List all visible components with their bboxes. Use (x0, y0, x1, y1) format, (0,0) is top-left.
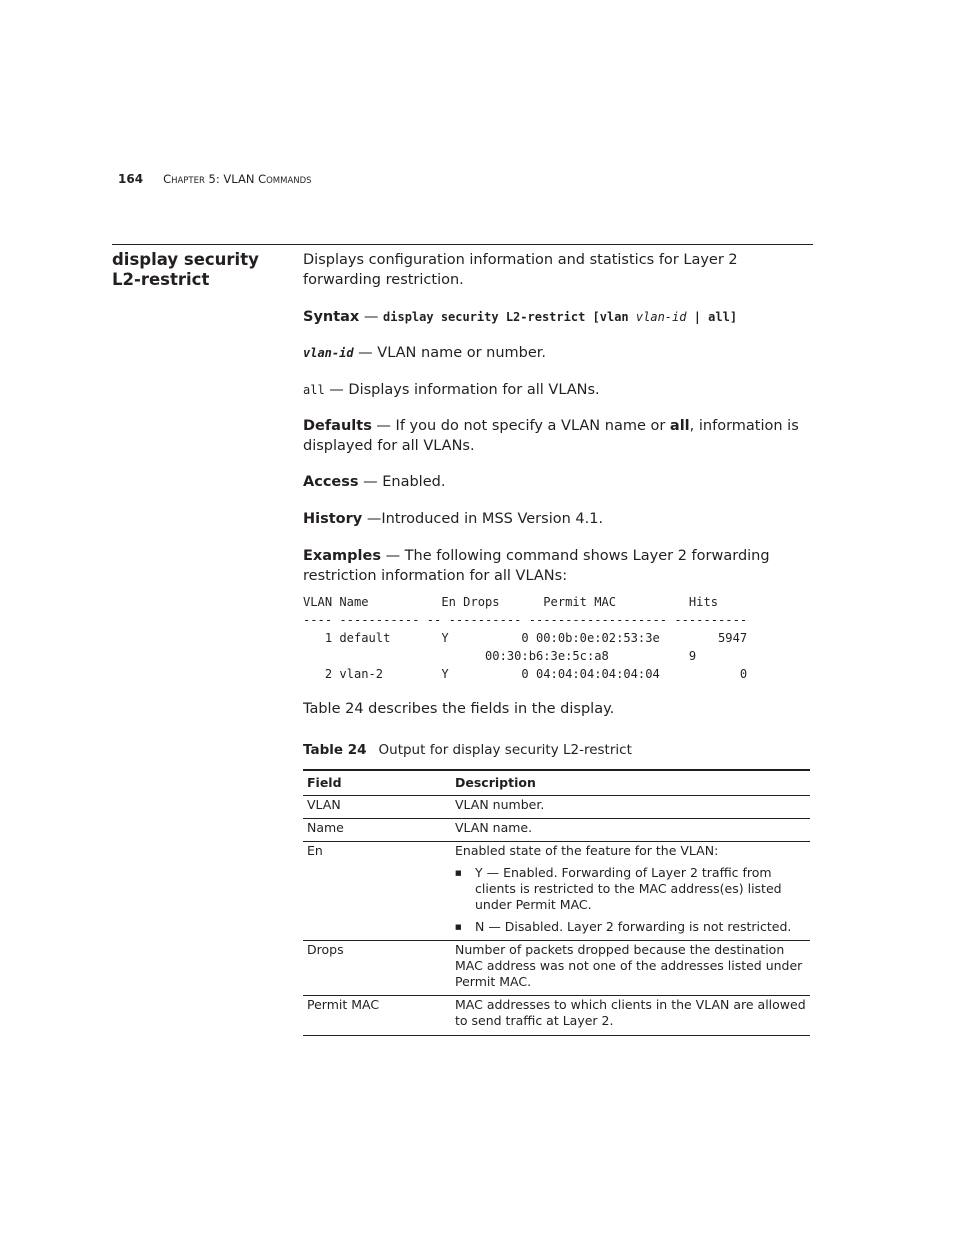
table-row (303, 796, 810, 819)
param-text: — VLAN name or number. (353, 345, 547, 361)
table-row (303, 996, 810, 1036)
access-paragraph (303, 472, 811, 492)
description-cell: Number of packets dropped because the destination MAC address was not one of the addresses listed under Permit MAC. (451, 941, 810, 996)
table-caption-label: Table 24 (303, 742, 367, 758)
defaults-text2: , information is displayed for all VLANs. (303, 418, 799, 454)
access-text: — Enabled. (358, 474, 446, 490)
param-all (303, 380, 811, 400)
syntax-line (303, 307, 811, 327)
table-row (303, 842, 810, 941)
table-row (303, 819, 810, 842)
section-rule (112, 244, 813, 245)
output-line: 2 vlan-2 Y 0 04:04:04:04:04:04 0 (303, 667, 748, 681)
section-title-line2: L2-restrict (112, 270, 210, 289)
description-cell (451, 842, 810, 941)
page-number: 164 (118, 172, 144, 186)
examples-text: — The following command shows Layer 2 forwarding restriction information for all VLANs: (303, 548, 770, 584)
table-row (303, 941, 810, 996)
syntax-cmd-part2: | all] (686, 310, 738, 324)
field-cell: Name (303, 819, 451, 842)
output-line: 1 default Y 0 00:0b:0e:02:53:3e 5947 (303, 631, 748, 645)
defaults-label: Defaults (303, 418, 372, 434)
param-name: all (303, 383, 325, 397)
description-text: Enabled state of the feature for the VLAN: (455, 843, 719, 858)
defaults-paragraph (303, 416, 811, 456)
examples-label: Examples (303, 548, 381, 564)
history-paragraph (303, 509, 811, 529)
output-line: ---- ----------- -- ---------- ------------------- ---------- (303, 613, 748, 627)
defaults-bold: all (669, 418, 690, 434)
fields-table (303, 769, 810, 1036)
field-cell: En (303, 842, 451, 941)
description-cell: MAC addresses to which clients in the VLAN are allowed to send traffic at Layer 2. (451, 996, 810, 1036)
access-label: Access (303, 474, 359, 490)
table-header-row (303, 770, 810, 796)
page-header (118, 172, 312, 186)
history-label: History (303, 511, 363, 527)
table-caption-text: Output for display security L2-restrict (378, 742, 632, 758)
field-cell: Drops (303, 941, 451, 996)
param-name: vlan-id (303, 346, 354, 360)
defaults-text1: — If you do not specify a VLAN name or (371, 418, 670, 434)
param-vlan-id (303, 343, 811, 363)
output-line: VLAN Name En Drops Permit MAC Hits (303, 595, 719, 609)
table-caption (303, 742, 632, 758)
examples-paragraph (303, 546, 811, 586)
section-description: Displays configuration information and statistics for Layer 2 forwarding restriction. (303, 252, 738, 288)
syntax-sep: — (359, 309, 384, 325)
bullet-item: ■ N — Disabled. Layer 2 forwarding is not restricted. (455, 919, 806, 935)
table-reference: Table 24 describes the fields in the display. (303, 701, 615, 717)
description-cell: VLAN number. (451, 796, 810, 819)
field-cell: VLAN (303, 796, 451, 819)
output-line: 00:30:b6:3e:5c:a8 9 (303, 649, 697, 663)
syntax-cmd-part1: display security L2-restrict [vlan (383, 310, 636, 324)
description-cell: VLAN name. (451, 819, 810, 842)
section-title (112, 250, 282, 290)
chapter-title: CHAPTER 5: VLAN COMMANDS (163, 172, 312, 186)
section-title-line1: display security (112, 250, 259, 269)
command-output (303, 593, 747, 683)
param-text: — Displays information for all VLANs. (324, 382, 600, 398)
bullet-item: ■ Y — Enabled. Forwarding of Layer 2 traffic from clients is restricted to the MAC address(es) listed under Permit MAC. (455, 865, 806, 913)
syntax-label: Syntax (303, 309, 360, 325)
history-text: —Introduced in MSS Version 4.1. (362, 511, 604, 527)
header-description: Description (451, 770, 810, 796)
syntax-cmd-arg: vlan-id (635, 310, 687, 324)
header-field: Field (303, 770, 451, 796)
bullet-list (455, 865, 806, 935)
syntax-command (383, 310, 737, 324)
field-cell: Permit MAC (303, 996, 451, 1036)
